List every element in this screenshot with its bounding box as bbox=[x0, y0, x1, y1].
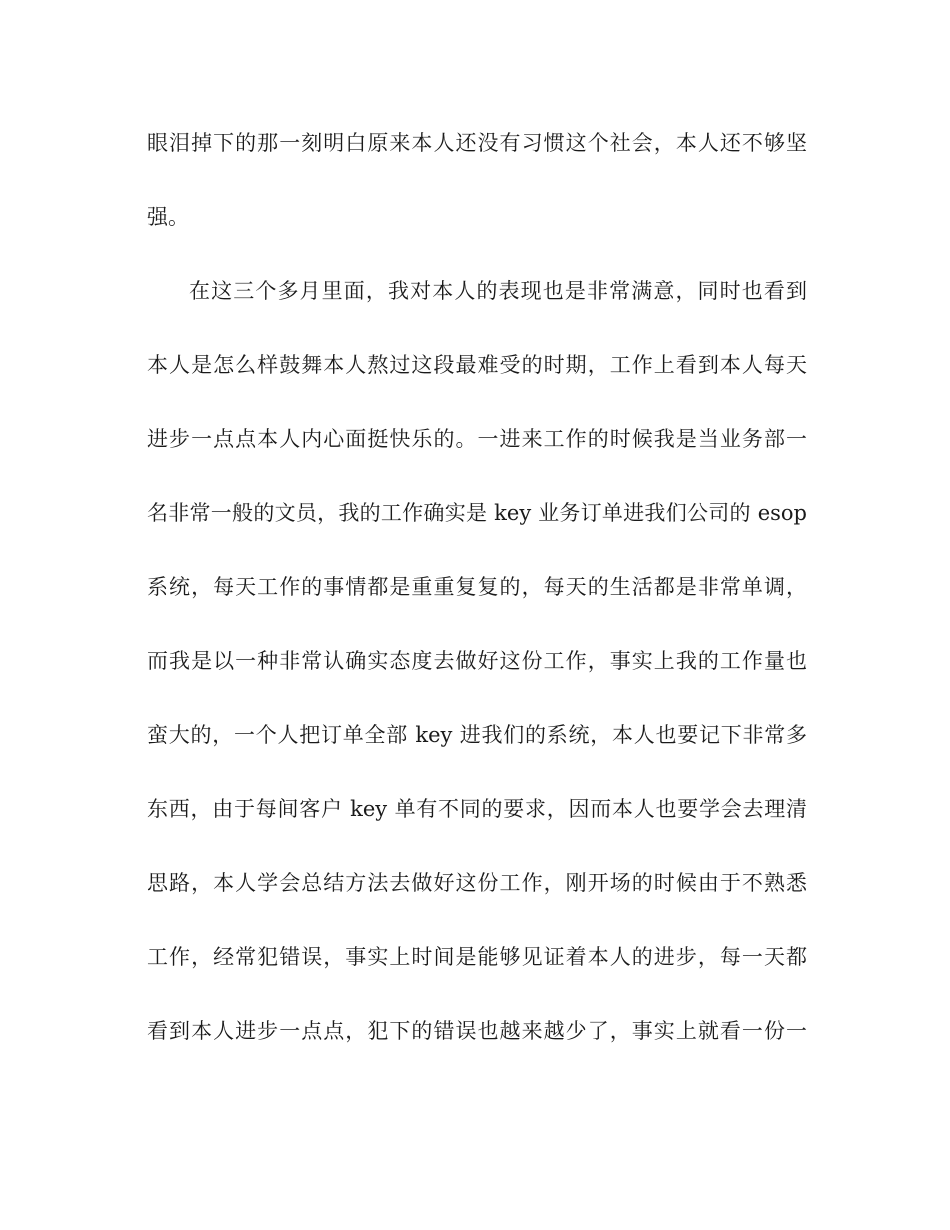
text-line: 强。 bbox=[147, 205, 189, 229]
text-line: 工作，经常犯错误，事实上时间是能够见证着本人的进步，每一天都 bbox=[147, 945, 807, 969]
text-line: 蛮大的，一个人把订单全部 key 进我们的系统，本人也要记下非常多 bbox=[147, 723, 807, 747]
text-line: 眼泪掉下的那一刻明白原来本人还没有习惯这个社会，本人还不够坚 bbox=[147, 131, 807, 155]
paragraph-first-line: 在这三个多月里面，我对本人的表现也是非常满意，同时也看到 bbox=[189, 279, 807, 303]
text-line: 系统，每天工作的事情都是重重复复的，每天的生活都是非常单调， bbox=[147, 575, 807, 599]
text-line: 思路，本人学会总结方法去做好这份工作，刚开场的时候由于不熟悉 bbox=[147, 871, 807, 895]
text-line: 东西，由于每间客户 key 单有不同的要求，因而本人也要学会去理清 bbox=[147, 797, 807, 821]
text-line: 而我是以一种非常认确实态度去做好这份工作，事实上我的工作量也 bbox=[147, 649, 807, 673]
text-line: 看到本人进步一点点，犯下的错误也越来越少了，事实上就看一份一 bbox=[147, 1019, 807, 1043]
text-line: 名非常一般的文员，我的工作确实是 key 业务订单进我们公司的 esop bbox=[147, 501, 807, 525]
text-line: 本人是怎么样鼓舞本人熬过这段最难受的时期，工作上看到本人每天 bbox=[147, 353, 807, 377]
text-line: 进步一点点本人内心面挺快乐的。一进来工作的时候我是当业务部一 bbox=[147, 427, 807, 451]
